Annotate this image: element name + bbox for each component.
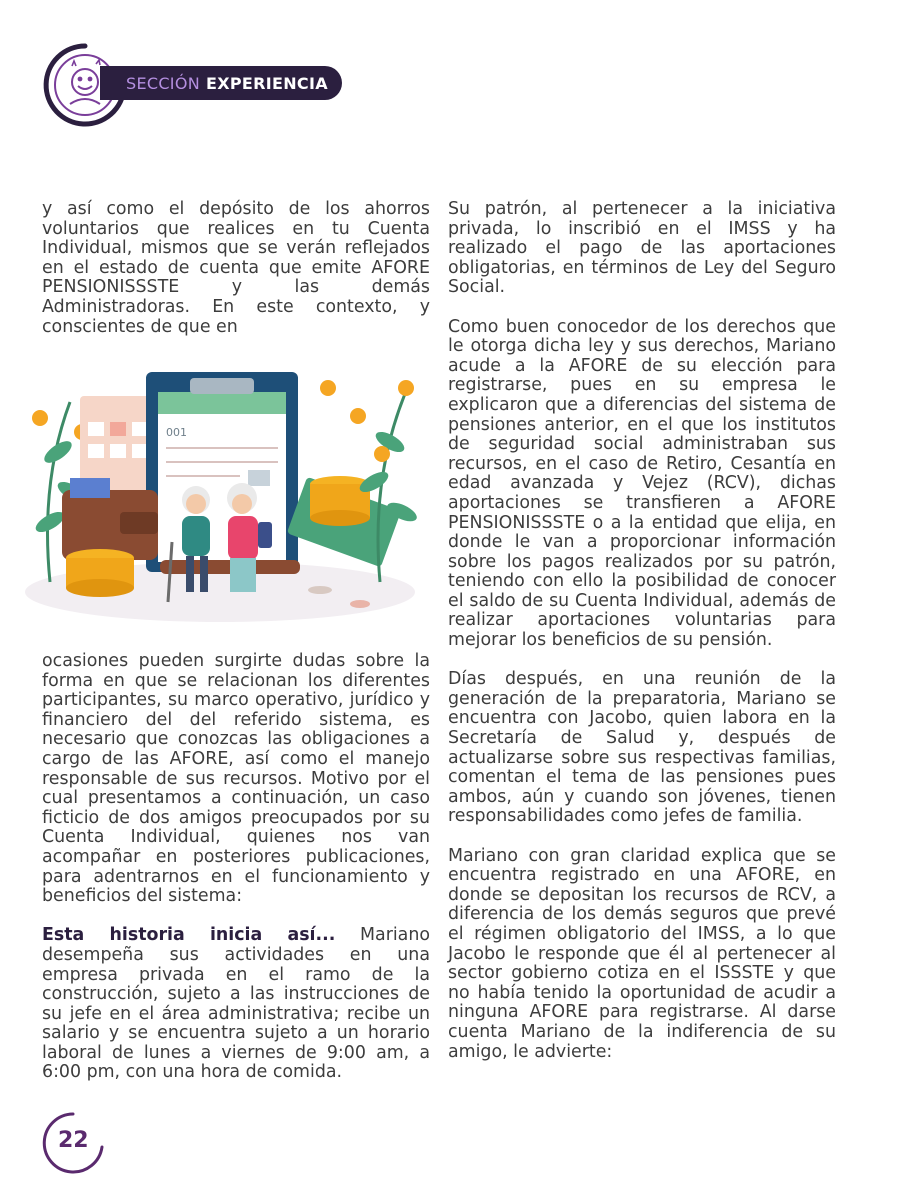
right-paragraph-3: Días después, en una reunión de la generación de la preparatoria, Mariano se encuentra con Jacobo, quien labora en la Secretaría de Salud y, después de actualizarse sobre sus respectivas familias, comentan el tema de las pensiones pues ambos, aún y cuando son jóvenes, tienen responsabilidades como jefes de familia.: [448, 669, 836, 827]
left-paragraph-2: ocasiones pueden surgirte dudas sobre la forma en que se relacionan los diferentes participantes, su marco operativo, jurídico y financiero del del referido sistema, es necesario que conozcas las obligaciones a cargo de las AFORE, así como el manejo responsable de sus recursos. Motivo por el cual presentamos a continuación, un caso ficticio de dos amigos preocupados por su Cuenta Individual, quienes nos van acompañar en posteriores publicaciones, para adentrarnos en el funcionamiento y beneficios del sistema:: [42, 651, 430, 907]
right-paragraph-4: Mariano con gran claridad explica que se encuentra registrado en una AFORE, en donde se depositan los recursos de RCV, a diferencia de los demás seguros que prevé el régimen obligatorio del IMSS, a lo que Jacobo le responde que él al pertenecer al sector gobierno cotiza en el ISSSTE y que no había tenido la oportunidad de acudir a ninguna AFORE para registrarse. Al darse cuenta Mariano de la indiferencia de su amigo, le advierte:: [448, 845, 836, 1062]
doc-number: 001: [166, 426, 187, 439]
story-text: Mariano desempeña sus actividades en una empresa privada en el ramo de la construcción, sujeto a las instrucciones de su jefe en el área administrativa; recibe un salario y se encuentra sujeto a un horario laboral de lunes a viernes de 9:00 am, a 6:00 pm, con una hora de comida.: [42, 925, 430, 1083]
left-paragraph-3: [42, 926, 430, 1083]
left-column-bottom: [42, 652, 430, 1103]
left-column-top: [42, 200, 430, 357]
section-label: [100, 66, 342, 100]
right-paragraph-2: Como buen conocedor de los derechos que le otorga dicha ley y sus derechos, Mariano acude a la AFORE de su elección para registrarse, pues en su empresa le explicaron que a diferencias del sistema de pensiones anterior, en el que los institutos de seguridad social administraban sus recursos, en el caso de Retiro, Cesantía en edad avanzada y Vejez (RCV), dichas aportaciones se transfieren a AFORE PENSIONISSSTE o a la entidad que elija, en donde le van a proporcionar información sobre los pagos realizados por su patrón, teniendo con ello la posibilidad de conocer el saldo de su Cuenta Individual, además de realizar aportaciones voluntarias para mejorar los beneficios de su pensión.: [448, 316, 836, 651]
section-label-bold: EXPERIENCIA: [206, 73, 328, 93]
story-lead: Esta historia inicia así...: [42, 925, 336, 946]
right-paragraph-1: Su patrón, al pertenecer a la iniciativa privada, lo inscribió en el IMSS y ha realizado el pago de las aportaciones obligatorias, en términos de Ley del Seguro Social.: [448, 199, 836, 298]
left-paragraph-1: y así como el depósito de los ahorros voluntarios que realices en tu Cuenta Individual, mismos que se verán reflejados en el estado de cuenta que emite AFORE PENSIONISSSTE y las demás Administradoras. En este contexto, y conscientes de que en: [42, 199, 430, 337]
page-number: 22: [58, 1128, 89, 1153]
section-label-light: SECCIÓN: [126, 73, 200, 93]
right-column: [448, 200, 836, 1082]
retirement-illustration: [10, 362, 430, 622]
